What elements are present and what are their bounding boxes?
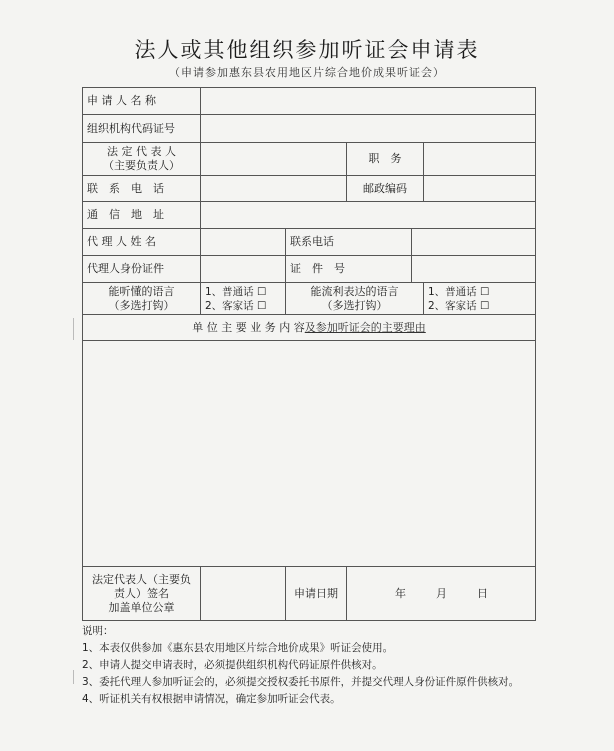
understand-language-label (83, 283, 201, 315)
business-content-header (83, 315, 536, 341)
notes-heading: 说明： (82, 625, 114, 637)
legal-rep-label-line1: 法 定 代 表 人 (107, 145, 176, 158)
date-year: 年 (395, 586, 406, 600)
business-header-plain: 单 位 主 要 业 务 内 容 (192, 320, 305, 334)
agent-phone-field[interactable] (412, 229, 536, 256)
phone-field[interactable] (201, 176, 347, 202)
signature-field[interactable] (201, 567, 286, 621)
fluent-language-line1: 能流利表达的语言 (310, 284, 399, 298)
understand-language-line2: （多选打钩） (108, 298, 175, 312)
row-applicant-name (83, 88, 536, 115)
address-field[interactable] (201, 202, 536, 229)
legal-rep-field[interactable] (201, 143, 347, 176)
fluent-option-mandarin[interactable]: 1、普通话 ☐ (428, 285, 490, 298)
agent-id-field[interactable] (201, 256, 286, 283)
legal-rep-label (83, 143, 201, 176)
org-code-label: 组织机构代码证号 (83, 115, 201, 143)
margin-mark (73, 318, 74, 340)
apply-date-field[interactable] (347, 567, 536, 621)
fluent-language-label (286, 283, 424, 315)
date-month: 月 (436, 586, 447, 600)
application-form-table (82, 87, 536, 621)
applicant-name-label: 申 请 人 名 称 (83, 88, 201, 115)
signature-label-line2: 责人）签名 (114, 586, 169, 600)
agent-name-field[interactable] (201, 229, 286, 256)
id-number-label: 证 件 号 (286, 256, 412, 283)
understand-language-line1: 能听懂的语言 (108, 284, 175, 298)
postcode-field[interactable] (424, 176, 536, 202)
page-title: 法人或其他组织参加听证会申请表 (134, 38, 480, 62)
postcode-label: 邮政编码 (347, 176, 424, 202)
page-subtitle: （申请参加惠东县农用地区片综合地价成果听证会） (169, 66, 445, 79)
margin-mark-2 (73, 670, 74, 684)
row-business-header (83, 315, 536, 341)
agent-id-label: 代理人身份证件 (83, 256, 201, 283)
notes-section (82, 623, 552, 708)
business-content-field[interactable] (83, 341, 536, 567)
note-item-4: 4、听证机关有权根据申请情况，确定参加听证会代表。 (82, 693, 341, 705)
row-signature (83, 567, 536, 621)
signature-label-line3: 加盖单位公章 (108, 600, 175, 614)
signature-label (83, 567, 201, 621)
org-code-field[interactable] (201, 115, 536, 143)
fluent-option-hakka[interactable]: 2、客家话 ☐ (428, 299, 490, 312)
row-agent-name (83, 229, 536, 256)
understand-option-hakka[interactable]: 2、客家话 ☐ (205, 299, 267, 312)
row-phone (83, 176, 536, 202)
id-number-field[interactable] (412, 256, 536, 283)
row-languages (83, 283, 536, 315)
legal-rep-label-line2: （主要负责人） (103, 159, 180, 172)
phone-label: 联 系 电 话 (83, 176, 201, 202)
row-business-content (83, 341, 536, 567)
row-legal-rep (83, 143, 536, 176)
position-label: 职 务 (347, 143, 424, 176)
address-label: 通 信 地 址 (83, 202, 201, 229)
understand-language-options (201, 283, 286, 315)
note-item-2: 2、申请人提交申请表时，必须提供组织机构代码证原件供核对。 (82, 659, 383, 671)
agent-phone-label: 联系电话 (286, 229, 412, 256)
business-header-link[interactable]: 及参加听证会的主要理由 (304, 320, 426, 334)
note-item-1: 1、本表仅供参加《惠东县农用地区片综合地价成果》听证会使用。 (82, 642, 394, 654)
understand-option-mandarin[interactable]: 1、普通话 ☐ (205, 285, 267, 298)
position-field[interactable] (424, 143, 536, 176)
applicant-name-field[interactable] (201, 88, 536, 115)
agent-name-label: 代 理 人 姓 名 (83, 229, 201, 256)
signature-label-line1: 法定代表人（主要负 (92, 572, 191, 586)
note-item-3: 3、委托代理人参加听证会的，必须提交授权委托书原件，并提交代理人身份证件原件供核对。 (82, 676, 520, 688)
date-day: 日 (477, 586, 488, 600)
row-org-code (83, 115, 536, 143)
row-agent-id (83, 256, 536, 283)
fluent-language-options (424, 283, 536, 315)
row-address (83, 202, 536, 229)
apply-date-label: 申请日期 (286, 567, 347, 621)
fluent-language-line2: （多选打钩） (321, 298, 388, 312)
